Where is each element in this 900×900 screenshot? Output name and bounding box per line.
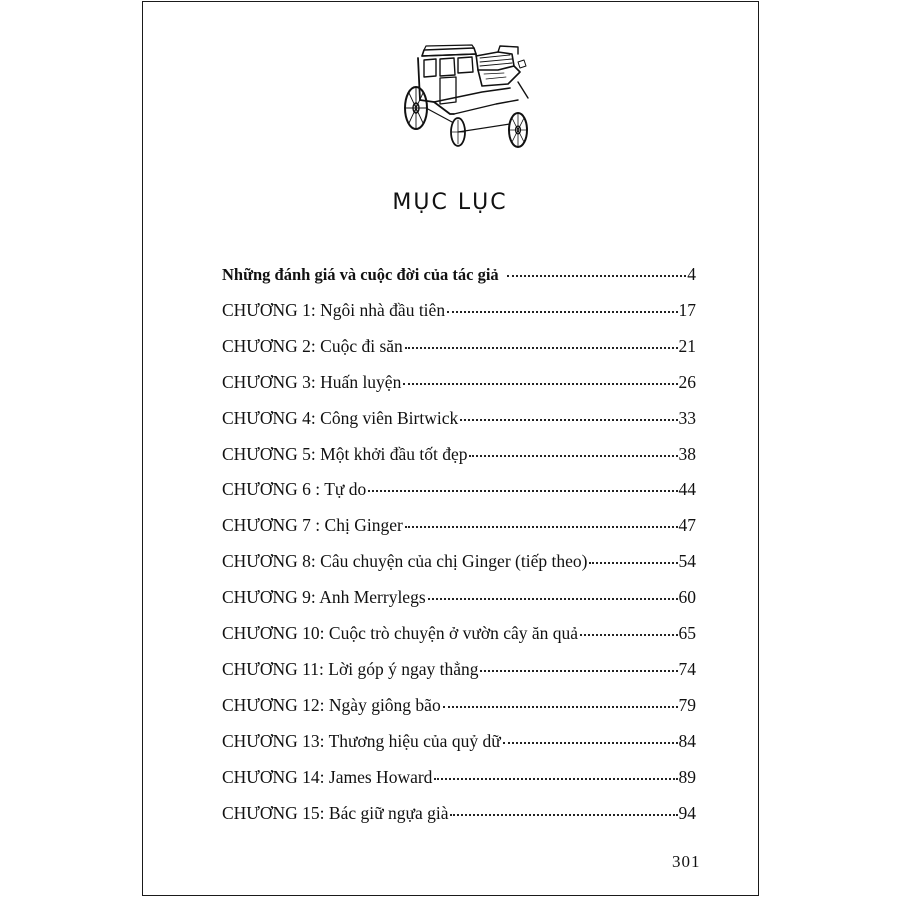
toc-entry-page: 74: [678, 658, 696, 679]
toc-entry: [222, 764, 696, 790]
toc-entry-page: 38: [678, 443, 696, 464]
toc-entry-page: 65: [678, 623, 696, 643]
toc-entry-label: CHƯƠNG 5: Một khởi đầu tốt đẹp: [222, 443, 468, 464]
toc-entry-label: CHƯƠNG 8: Câu chuyện của chị Ginger (tiếp theo): [222, 551, 588, 572]
toc-entry: [222, 692, 696, 718]
toc-entry-page: 60: [678, 587, 696, 608]
toc-entry-label: CHƯƠNG 3: Huấn luyện: [222, 371, 402, 392]
dot-leader: [443, 706, 678, 708]
toc-entry-label: CHƯƠNG 2: Cuộc đi săn: [222, 335, 403, 356]
toc-entry: [222, 261, 696, 287]
toc-entry-page: 54: [678, 551, 696, 572]
dot-leader: [580, 634, 677, 636]
toc-entry-label: CHƯƠNG 9: Anh Merrylegs: [222, 587, 426, 608]
carriage-illustration: [400, 42, 540, 160]
toc-entry-label: CHƯƠNG 14: James Howard: [222, 766, 433, 787]
toc-entry-page: 44: [678, 479, 696, 500]
toc-entry: [222, 405, 696, 431]
toc-entry: [222, 548, 696, 574]
toc-entry-label: CHƯƠNG 10: Cuộc trò chuyện ở vườn cây ăn quả: [222, 623, 579, 643]
toc-entry-page: 17: [678, 299, 696, 320]
toc-entry: [222, 333, 696, 359]
dot-leader: [450, 814, 677, 816]
toc-entry-page: 89: [678, 766, 696, 787]
toc-entry: [222, 297, 696, 323]
dot-leader: [405, 347, 678, 349]
dot-leader: [469, 455, 677, 457]
toc-entry-label: CHƯƠNG 11: Lời góp ý ngay thẳng: [222, 658, 479, 679]
dot-leader: [589, 562, 677, 564]
toc-entry-label: CHƯƠNG 12: Ngày giông bão: [222, 694, 441, 715]
toc-entry: [222, 728, 696, 754]
dot-leader: [480, 670, 677, 672]
toc-entry-page: 4: [687, 264, 696, 284]
toc-entry: [222, 512, 696, 538]
toc-entry: [222, 620, 696, 646]
toc-entry: [222, 584, 696, 610]
toc-entry-label: CHƯƠNG 1: Ngôi nhà đầu tiên: [222, 299, 446, 320]
toc-entry-page: 79: [678, 694, 696, 715]
toc-entry: [222, 476, 696, 502]
toc-entry-label: Những đánh giá và cuộc đời của tác giả: [222, 265, 499, 284]
toc-entry-page: 84: [678, 730, 696, 751]
toc-title: MỤC LỤC: [392, 190, 508, 215]
toc-entry: [222, 800, 696, 826]
toc-entry: [222, 656, 696, 682]
toc-entry-label: CHƯƠNG 7 : Chị Ginger: [222, 515, 403, 536]
toc-entry-page: 26: [678, 371, 696, 392]
page-number: 301: [672, 852, 701, 871]
dot-leader: [368, 490, 677, 492]
dot-leader: [507, 275, 687, 277]
toc-entry-page: 94: [678, 802, 696, 823]
toc-entry-page: 47: [678, 515, 696, 536]
toc-entry: [222, 369, 696, 395]
dot-leader: [460, 419, 677, 421]
toc-entry-label: CHƯƠNG 15: Bác giữ ngựa già: [222, 802, 449, 823]
toc-entry-label: CHƯƠNG 4: Công viên Birtwick: [222, 407, 459, 428]
dot-leader: [428, 598, 678, 600]
dot-leader: [405, 526, 678, 528]
dot-leader: [447, 311, 677, 313]
toc-entry: [222, 441, 696, 467]
toc-entry-page: 21: [678, 335, 696, 356]
dot-leader: [503, 742, 678, 744]
dot-leader: [434, 778, 677, 780]
toc-entry-page: 33: [678, 407, 696, 428]
toc-entry-label: CHƯƠNG 13: Thương hiệu của quỷ dữ: [222, 730, 501, 751]
dot-leader: [403, 383, 677, 385]
toc-entry-label: CHƯƠNG 6 : Tự do: [222, 479, 367, 500]
